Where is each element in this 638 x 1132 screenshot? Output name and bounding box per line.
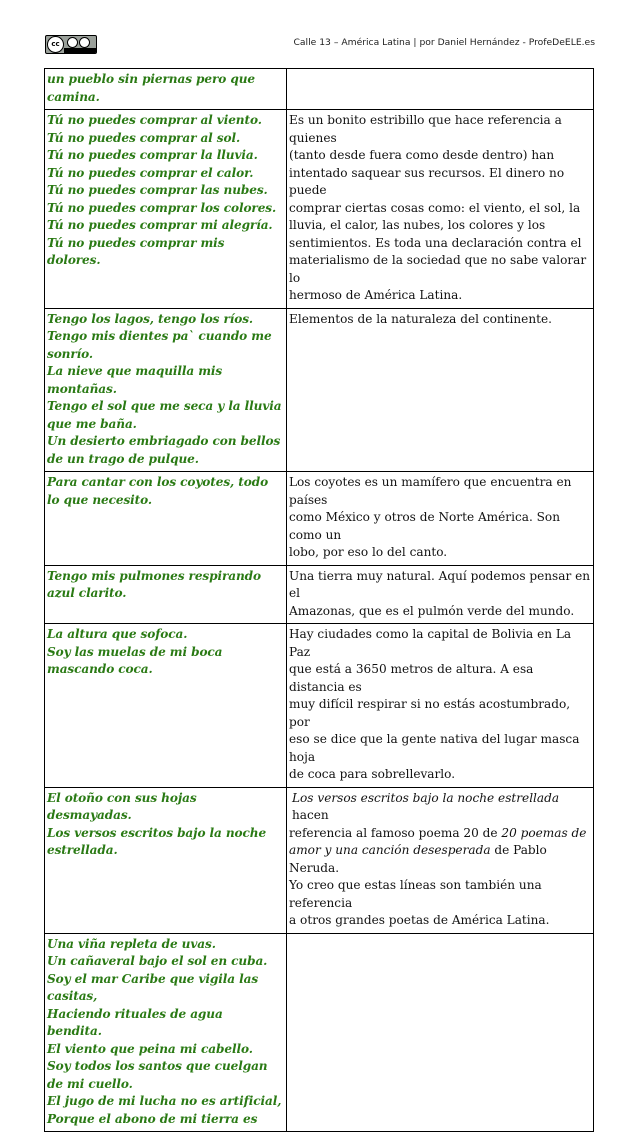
lyric-line: Un desierto embriagado con bellos bbox=[47, 434, 281, 448]
lyric-cell bbox=[45, 565, 287, 624]
comment-cell bbox=[287, 933, 594, 1132]
comment-line: materialismo de la sociedad que no sabe valorar lo bbox=[289, 253, 587, 285]
lyric-line: El otoño con sus hojas bbox=[47, 790, 197, 805]
comment-line bbox=[289, 842, 592, 877]
comment-line bbox=[289, 912, 592, 930]
comment-cell bbox=[287, 472, 594, 566]
lyric-line: El viento que peina mi cabello. bbox=[47, 1041, 253, 1056]
lyric-line: Tú no puedes comprar las nubes. bbox=[47, 183, 268, 197]
lyric-line: Tengo los lagos, tengo los ríos. bbox=[47, 311, 254, 326]
comment-cell bbox=[287, 787, 594, 933]
italic-title: amor y una canción desesperada bbox=[289, 843, 491, 857]
comment-line: intentado saquear sus recursos. El dinero no puede bbox=[289, 165, 565, 197]
lyric-cell bbox=[45, 787, 287, 933]
lyric-line: desmayadas. bbox=[47, 808, 132, 822]
comment-line: lobo, por eso lo del canto. bbox=[289, 545, 448, 559]
table-row bbox=[45, 110, 594, 309]
comment-line: hermoso de América Latina. bbox=[289, 288, 463, 302]
italic-title: Los versos escritos bajo la noche estrellada bbox=[292, 790, 560, 805]
lyric-line: dolores. bbox=[47, 253, 101, 267]
comment-line: sentimientos. Es toda una declaración contra el bbox=[289, 235, 582, 250]
comment-cell bbox=[287, 624, 594, 788]
lyric-line: azul clarito. bbox=[47, 586, 127, 600]
comment-line: que está a 3650 metros de altura. A esa distancia es bbox=[289, 662, 534, 694]
lyric-line: bendita. bbox=[47, 1024, 102, 1038]
lyric-line: El jugo de mi lucha no es artificial, bbox=[47, 1094, 282, 1108]
noncommercial-icon bbox=[79, 37, 90, 48]
table-row bbox=[45, 787, 594, 933]
lyric-line: La nieve que maquilla mis bbox=[47, 364, 223, 378]
comment-line bbox=[289, 790, 592, 825]
lyric-cell bbox=[45, 933, 287, 1132]
table-row bbox=[45, 624, 594, 788]
table-row bbox=[45, 69, 594, 110]
lyric-line: Tengo mis dientes pa` cuando me bbox=[47, 329, 272, 343]
lyric-line: La altura que sofoca. bbox=[47, 627, 188, 641]
lyric-line: montañas. bbox=[47, 381, 117, 396]
comment-cell bbox=[287, 308, 594, 472]
lyric-line: Para cantar con los coyotes, todo bbox=[47, 475, 269, 489]
comment-line: Los coyotes es un mamífero que encuentra en países bbox=[289, 475, 572, 507]
comment-cell bbox=[287, 565, 594, 624]
lyric-line: Soy todos los santos que cuelgan bbox=[47, 1059, 268, 1073]
comment-line: eso se dice que la gente nativa del lugar masca hoja bbox=[289, 732, 580, 764]
license-strip bbox=[64, 48, 96, 53]
lyric-line: Los versos escritos bajo la noche bbox=[47, 825, 267, 840]
lyric-line: de mi cuello. bbox=[47, 1076, 133, 1091]
header-title: Calle 13 – América Latina | por Daniel Hernández - ProfeDeELE.es bbox=[293, 37, 595, 48]
lyric-cell bbox=[45, 110, 287, 309]
lyric-line: estrellada. bbox=[47, 843, 118, 857]
lyric-line: Tú no puedes comprar al sol. bbox=[47, 130, 241, 145]
lyric-line: que me baña. bbox=[47, 416, 137, 431]
comment-line: Una tierra muy natural. Aquí podemos pensar en el bbox=[289, 568, 591, 600]
lyric-line: lo que necesito. bbox=[47, 492, 153, 507]
table-row bbox=[45, 565, 594, 624]
lyric-line: Un cañaveral bajo el sol en cuba. bbox=[47, 954, 268, 968]
table-row bbox=[45, 933, 594, 1132]
lyric-cell bbox=[45, 472, 287, 566]
comment-text: Yo creo que estas líneas son también una referencia bbox=[289, 878, 542, 910]
lyric-line: sonrío. bbox=[47, 346, 93, 361]
lyric-cell bbox=[45, 624, 287, 788]
lyric-cell bbox=[45, 69, 287, 110]
comment-line: Elementos de la naturaleza del continente. bbox=[289, 311, 552, 326]
italic-title: 20 poemas de bbox=[501, 825, 587, 840]
lyric-line: camina. bbox=[47, 89, 100, 104]
lyric-line: Tú no puedes comprar mis bbox=[47, 235, 225, 250]
lyric-line: Tengo mis pulmones respirando bbox=[47, 568, 262, 583]
lyric-line: de un trago de pulque. bbox=[47, 451, 199, 466]
license-badge bbox=[45, 35, 97, 54]
comment-text: de Pablo Neruda. bbox=[289, 843, 547, 875]
comment-text: referencia al famoso poema 20 de bbox=[289, 825, 502, 840]
comment-line: muy difícil respirar si no estás acostumbrado, por bbox=[289, 697, 571, 729]
lyric-line: casitas, bbox=[47, 989, 98, 1003]
comment-text: hacen bbox=[292, 808, 329, 822]
comment-line bbox=[289, 825, 592, 843]
lyric-line: Soy el mar Caribe que vigila las bbox=[47, 971, 259, 986]
lyric-line: Tú no puedes comprar la lluvia. bbox=[47, 148, 258, 162]
lyric-line: mascando coca. bbox=[47, 662, 153, 676]
comment-line: lluvia, el calor, las nubes, los colores y los bbox=[289, 218, 546, 232]
comment-line: comprar ciertas cosas como: el viento, el sol, la bbox=[289, 200, 581, 215]
comment-line: de coca para sobrellevarlo. bbox=[289, 767, 456, 781]
lyric-line: Soy las muelas de mi boca bbox=[47, 644, 223, 659]
lyric-line: un pueblo sin piernas pero que bbox=[47, 72, 255, 86]
lyric-line: Porque el abono de mi tierra es bbox=[47, 1111, 258, 1126]
comment-line: (tanto desde fuera como desde dentro) han bbox=[289, 148, 555, 162]
lyric-line: Tú no puedes comprar los colores. bbox=[47, 200, 277, 215]
comment-text: a otros grandes poetas de América Latina. bbox=[289, 913, 550, 927]
comment-line: Amazonas, que es el pulmón verde del mundo. bbox=[289, 603, 575, 618]
comment-cell bbox=[287, 110, 594, 309]
comment-line: Hay ciudades como la capital de Bolivia en La Paz bbox=[289, 627, 572, 659]
lyric-line: Haciendo rituales de agua bbox=[47, 1006, 223, 1021]
comment-line bbox=[289, 877, 592, 912]
table-row bbox=[45, 308, 594, 472]
lyric-line: Tú no puedes comprar el calor. bbox=[47, 165, 254, 180]
lyric-line: Una viña repleta de uvas. bbox=[47, 936, 216, 951]
table-row bbox=[45, 472, 594, 566]
lyric-line: Tengo el sol que me seca y la lluvia bbox=[47, 399, 282, 413]
page-header bbox=[45, 35, 595, 55]
attribution-icon bbox=[67, 37, 78, 48]
creative-commons-icon: cc bbox=[47, 36, 64, 53]
lyrics-table bbox=[44, 68, 594, 1132]
lyric-line: Tú no puedes comprar al viento. bbox=[47, 113, 262, 127]
comment-line: Es un bonito estribillo que hace referencia a quienes bbox=[289, 113, 562, 145]
comment-line: como México y otros de Norte América. Son como un bbox=[289, 510, 560, 542]
comment-cell bbox=[287, 69, 594, 110]
lyric-line: Tú no puedes comprar mi alegría. bbox=[47, 218, 273, 232]
lyric-cell bbox=[45, 308, 287, 472]
